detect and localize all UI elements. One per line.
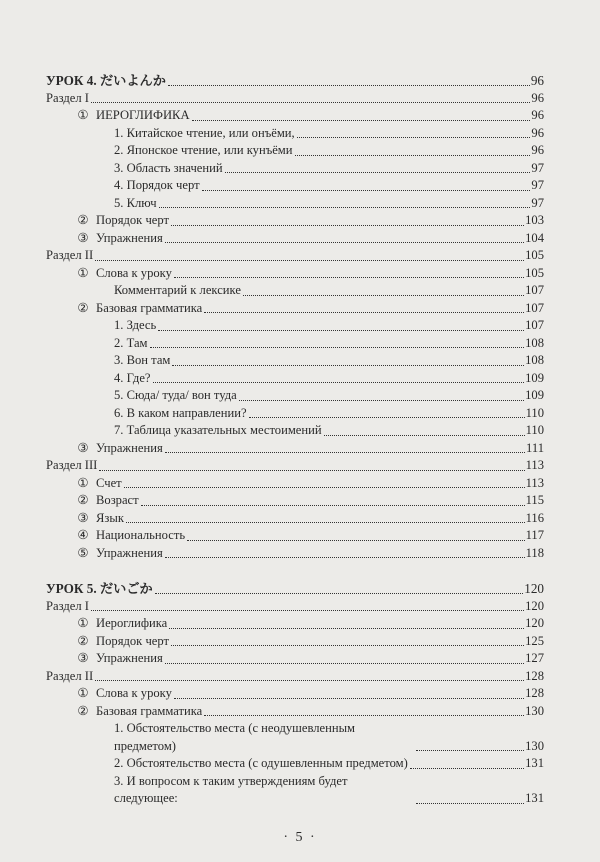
toc-sub-row[interactable] (46, 422, 544, 440)
toc-circled-number: ① (77, 265, 89, 280)
toc-leader-dots (165, 451, 525, 453)
toc-label: 3. И вопросом к таким утверждениям будет следующее: (114, 773, 348, 805)
toc-section-row[interactable] (46, 247, 544, 265)
toc-label: Язык (96, 510, 124, 525)
toc-leader-dots (165, 662, 524, 664)
toc-leader-dots (168, 84, 530, 86)
toc-leader-dots (165, 556, 525, 558)
toc-page-number: 97 (531, 195, 544, 210)
toc-item-row[interactable] (46, 440, 544, 458)
toc-leader-dots (141, 504, 525, 506)
toc-page-number: 120 (524, 581, 544, 596)
table-of-contents (46, 72, 544, 808)
toc-sub-row[interactable] (46, 335, 544, 353)
toc-sub-row[interactable] (46, 773, 544, 808)
toc-sub-row[interactable] (46, 125, 544, 143)
toc-circled-number: ⑤ (77, 545, 89, 560)
toc-label: УРОК 5. だいごか (46, 581, 153, 596)
toc-item-row[interactable] (46, 527, 544, 545)
toc-label: Базовая грамматика (96, 703, 203, 718)
toc-label: 4. Порядок черт (114, 178, 200, 192)
toc-page-number: 96 (531, 108, 544, 122)
toc-label: Порядок черт (96, 633, 170, 648)
toc-leader-dots (187, 539, 524, 541)
toc-leader-dots (153, 381, 525, 383)
toc-item-row[interactable] (46, 633, 544, 651)
toc-page-number: 107 (525, 318, 544, 332)
toc-page-number: 113 (525, 458, 544, 472)
toc-sub-row[interactable] (46, 405, 544, 423)
toc-leader-dots (202, 189, 531, 191)
toc-circled-number: ③ (77, 230, 89, 245)
toc-label: Слова к уроку (96, 265, 172, 280)
toc-label: Раздел II (46, 668, 94, 683)
toc-circled-number: ① (77, 108, 89, 122)
toc-sub-row[interactable] (46, 142, 544, 160)
toc-leader-dots (99, 469, 524, 471)
toc-gap (46, 562, 544, 580)
page-number: · 5 · (283, 830, 317, 845)
toc-page-number: 109 (525, 388, 544, 402)
toc-leader-dots (192, 119, 531, 121)
toc-leader-dots (165, 241, 524, 243)
toc-item-row[interactable] (46, 615, 544, 633)
toc-label: Возраст (96, 493, 139, 507)
toc-page-number: 109 (525, 370, 544, 385)
toc-leader-dots (410, 767, 524, 769)
toc-item-row[interactable] (46, 265, 544, 283)
toc-page-number: 96 (530, 73, 544, 88)
toc-item-row[interactable] (46, 230, 544, 248)
toc-page-number: 105 (525, 265, 544, 280)
toc-leader-dots (171, 224, 524, 226)
toc-label: 2. Там (114, 335, 148, 350)
toc-page-number: 97 (531, 160, 544, 175)
toc-circled-number: ② (77, 300, 89, 315)
toc-item-row[interactable] (46, 107, 544, 125)
toc-circled-number: ③ (77, 440, 89, 455)
toc-page-number: 113 (525, 475, 544, 490)
toc-page-number: 131 (525, 756, 544, 770)
toc-item-row[interactable] (46, 300, 544, 318)
toc-sub-row[interactable] (46, 195, 544, 213)
toc-page-number: 127 (525, 651, 544, 665)
toc-label: Упражнения (96, 651, 163, 665)
toc-sub-row[interactable] (46, 720, 544, 755)
toc-circled-number: ① (77, 616, 89, 630)
toc-label: Упражнения (96, 440, 163, 455)
toc-circled-number: ③ (77, 510, 89, 525)
toc-circled-number: ② (77, 633, 89, 648)
toc-page-number: 107 (525, 300, 544, 315)
toc-leader-dots (295, 154, 531, 156)
toc-circled-number: ② (77, 213, 89, 227)
toc-leader-dots (324, 434, 525, 436)
toc-circled-number: ① (77, 475, 89, 490)
toc-leader-dots (91, 101, 530, 103)
toc-leader-dots (416, 749, 524, 751)
toc-item-row[interactable] (46, 510, 544, 528)
toc-leader-dots (150, 346, 525, 348)
toc-page-number: 107 (525, 283, 544, 297)
toc-leader-dots (124, 486, 525, 488)
toc-leader-dots (243, 294, 524, 296)
toc-section-row[interactable] (46, 668, 544, 686)
toc-circled-number: ③ (77, 651, 89, 665)
toc-leader-dots (169, 627, 524, 629)
toc-leader-dots (174, 697, 524, 699)
toc-page-number: 118 (525, 545, 544, 560)
toc-label: 1. Обстоятельство места (с неодушевленным предметом) (114, 721, 356, 753)
toc-leader-dots (171, 644, 524, 646)
toc-leader-dots (174, 276, 524, 278)
toc-sub-row[interactable] (46, 387, 544, 405)
toc-leader-dots (239, 399, 524, 401)
toc-item-row[interactable] (46, 545, 544, 563)
toc-page-number: 96 (531, 143, 544, 157)
toc-leader-dots (91, 609, 524, 611)
toc-label: Упражнения (96, 545, 163, 560)
toc-label: Комментарий к лексике (114, 283, 241, 297)
toc-sub-row[interactable] (46, 160, 544, 178)
toc-leader-dots (204, 714, 524, 716)
toc-page-number: 104 (525, 230, 544, 245)
toc-label: 4. Где? (114, 370, 151, 385)
toc-item-row[interactable] (46, 650, 544, 668)
toc-page-number: 130 (525, 703, 544, 718)
toc-page-number: 128 (525, 686, 544, 700)
toc-label: 5. Сюда/ туда/ вон туда (114, 388, 237, 402)
toc-circled-number: ② (77, 493, 89, 507)
toc-sub-row[interactable] (46, 370, 544, 388)
toc-label: Упражнения (96, 230, 163, 245)
toc-leader-dots (126, 521, 525, 523)
toc-leader-dots (249, 416, 525, 418)
toc-page-number: 111 (526, 440, 544, 455)
toc-page-number: 130 (525, 738, 544, 753)
toc-sub-row[interactable] (46, 755, 544, 773)
toc-leader-dots (95, 259, 524, 261)
toc-label: Раздел III (46, 458, 98, 472)
toc-leader-dots (416, 802, 524, 804)
toc-leader-dots (159, 206, 531, 208)
toc-label: Базовая грамматика (96, 300, 203, 315)
toc-page-number: 116 (525, 510, 544, 525)
toc-sub-row[interactable] (46, 177, 544, 195)
toc-item-row[interactable] (46, 492, 544, 510)
toc-label: 2. Японское чтение, или кунъёми (114, 143, 293, 157)
toc-page-number: 108 (525, 335, 544, 350)
toc-circled-number: ② (77, 703, 89, 718)
toc-item-row[interactable] (46, 212, 544, 230)
toc-label: 1. Здесь (114, 318, 157, 332)
toc-page-number: 97 (531, 178, 544, 192)
toc-label: 3. Вон там (114, 353, 171, 367)
toc-sub-row[interactable] (46, 352, 544, 370)
toc-sub-row[interactable] (46, 317, 544, 335)
toc-label: 6. В каком направлении? (114, 405, 247, 420)
toc-label: Раздел II (46, 248, 94, 262)
toc-label: Раздел I (46, 598, 89, 613)
toc-page-number: 110 (525, 423, 544, 437)
toc-lesson-row[interactable] (46, 580, 544, 598)
toc-page-number: 120 (525, 616, 544, 630)
toc-item-row[interactable] (46, 703, 544, 721)
toc-leader-dots (204, 311, 524, 313)
toc-page-number: 125 (525, 633, 544, 648)
toc-label: 7. Таблица указательных местоимений (114, 423, 322, 437)
toc-label: 2. Обстоятельство места (с одушевленным предметом) (114, 756, 408, 770)
toc-sub-row[interactable] (46, 282, 544, 300)
toc-page-number: 105 (525, 248, 544, 262)
toc-label: ИЕРОГЛИФИКА (96, 108, 190, 122)
toc-page-number: 117 (525, 528, 544, 542)
toc-item-row[interactable] (46, 685, 544, 703)
toc-leader-dots (172, 364, 524, 366)
toc-label: Счет (96, 475, 122, 490)
toc-page-number: 103 (525, 213, 544, 227)
toc-item-row[interactable] (46, 475, 544, 493)
toc-section-row[interactable] (46, 90, 544, 108)
toc-page-number: 131 (525, 791, 544, 805)
toc-leader-dots (158, 329, 524, 331)
toc-label: 3. Область значений (114, 160, 223, 175)
toc-label: Иероглифика (96, 616, 168, 630)
toc-section-row[interactable] (46, 598, 544, 616)
toc-label: Порядок черт (96, 213, 170, 227)
toc-leader-dots (155, 592, 524, 594)
toc-page-number: 115 (525, 493, 544, 507)
toc-label: 1. Китайское чтение, или онъёми, (114, 125, 295, 140)
toc-page-number: 108 (525, 353, 544, 367)
toc-leader-dots (225, 171, 531, 173)
toc-page-number: 120 (525, 598, 544, 613)
toc-page-number: 96 (531, 125, 544, 140)
toc-circled-number: ④ (77, 528, 89, 542)
toc-label: Раздел I (46, 90, 89, 105)
toc-label: УРОК 4. だいよんか (46, 73, 166, 88)
toc-page-number: 110 (525, 405, 544, 420)
toc-label: Слова к уроку (96, 686, 172, 700)
toc-page-number: 128 (525, 668, 544, 683)
toc-page-number: 96 (531, 90, 544, 105)
toc-label: 5. Ключ (114, 195, 157, 210)
toc-label: Национальность (96, 528, 186, 542)
toc-circled-number: ① (77, 686, 89, 700)
toc-leader-dots (297, 136, 531, 138)
toc-section-row[interactable] (46, 457, 544, 475)
toc-lesson-row[interactable] (46, 72, 544, 90)
toc-leader-dots (95, 679, 524, 681)
